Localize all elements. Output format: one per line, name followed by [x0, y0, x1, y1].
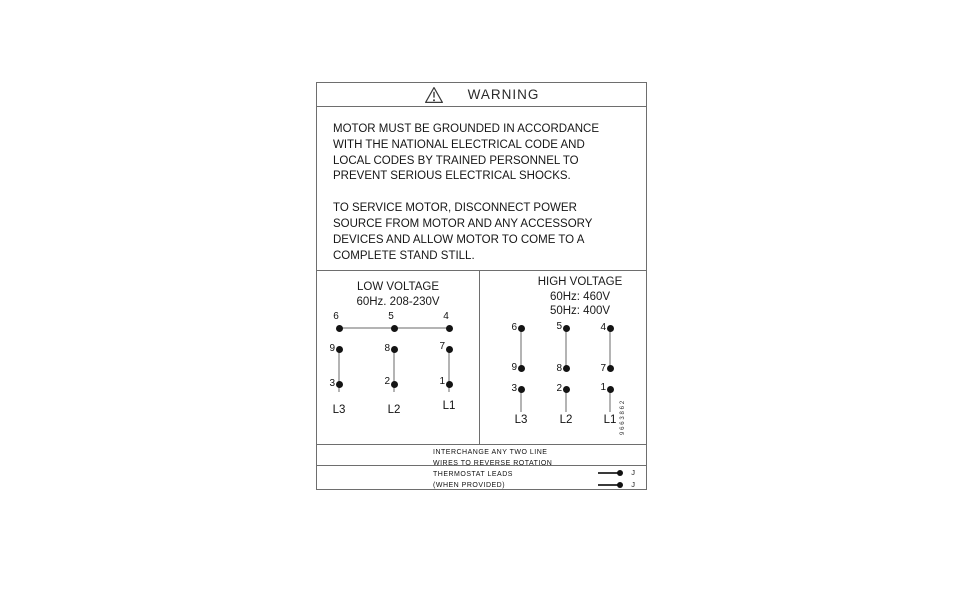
high-terminal-3-dot — [518, 386, 525, 393]
high-voltage-panel — [479, 271, 646, 444]
low-terminal-1-dot — [446, 381, 453, 388]
part-number: 9663862 — [620, 399, 626, 435]
notice-line: TO SERVICE MOTOR, DISCONNECT POWER — [333, 202, 577, 215]
high-terminal-5-label: 5 — [556, 321, 562, 332]
notice-line: PREVENT SERIOUS ELECTRICAL SHOCKS. — [333, 170, 571, 183]
notice-line: DEVICES AND ALLOW MOTOR TO COME TO A — [333, 233, 585, 246]
low-terminal-8-dot — [391, 346, 398, 353]
low-terminal-7-label: 7 — [439, 341, 445, 352]
high-voltage-title: HIGH VOLTAGE — [537, 276, 623, 288]
notice-line: SOURCE FROM MOTOR AND ANY ACCESSORY — [333, 217, 593, 230]
high-voltage-rating-60hz: 60Hz: 460V — [549, 291, 611, 303]
low-voltage-title: LOW VOLTAGE — [356, 281, 439, 293]
low-terminal-1-label: 1 — [439, 376, 445, 387]
lead-terminal-dot — [617, 470, 623, 476]
low-terminal-3-dot — [336, 381, 343, 388]
thermostat-leads-note — [317, 465, 646, 487]
low-terminal-5-label: 5 — [388, 311, 394, 322]
low-voltage-rating: 60Hz. 208-230V — [356, 296, 440, 308]
high-line-l1-label: L1 — [603, 414, 617, 426]
high-terminal-1-label: 1 — [600, 382, 606, 393]
notice-line: LOCAL CODES BY TRAINED PERSONNEL TO — [333, 154, 579, 167]
high-terminal-6-label: 6 — [511, 322, 517, 333]
low-terminal-7-dot — [446, 346, 453, 353]
high-terminal-4-label: 4 — [600, 322, 606, 333]
low-terminal-2-label: 2 — [384, 376, 390, 387]
low-line-l3-label: L3 — [332, 404, 346, 416]
low-terminal-3-label: 3 — [329, 378, 335, 389]
high-terminal-3-label: 3 — [511, 383, 517, 394]
low-terminal-6-label: 6 — [333, 311, 339, 322]
lead-wire — [598, 484, 618, 486]
high-terminal-2-dot — [563, 386, 570, 393]
reverse-rotation-note — [317, 444, 646, 465]
thermostat-line1: THERMOSTAT LEADS — [433, 471, 513, 478]
high-terminal-7-dot — [607, 365, 614, 372]
motor-warning-label — [316, 82, 647, 490]
low-terminal-9-dot — [336, 346, 343, 353]
high-terminal-7-label: 7 — [600, 363, 606, 374]
low-terminal-6-dot — [336, 325, 343, 332]
notice-line: MOTOR MUST BE GROUNDED IN ACCORDANCE — [333, 123, 600, 135]
high-wire-5-8 — [565, 328, 567, 368]
warning-title: WARNING — [467, 87, 540, 102]
low-line-l1-label: L1 — [442, 400, 456, 412]
high-terminal-8-label: 8 — [556, 363, 562, 374]
notice-line: WITH THE NATIONAL ELECTRICAL CODE AND — [333, 138, 585, 151]
high-terminal-9-dot — [518, 365, 525, 372]
low-terminal-4-label: 4 — [443, 311, 449, 322]
service-paragraph — [333, 201, 638, 264]
low-voltage-panel — [317, 271, 479, 444]
grounding-paragraph — [333, 122, 638, 185]
lead-j-label: J — [631, 468, 635, 477]
low-terminal-9-label: 9 — [329, 343, 335, 354]
low-terminal-4-dot — [446, 325, 453, 332]
high-wire-4-7 — [609, 328, 611, 368]
reverse-note-line2: WIRES TO REVERSE ROTATION — [433, 459, 553, 467]
warning-triangle-icon — [424, 86, 444, 104]
thermostat-lead-symbol-top — [598, 469, 635, 476]
lead-terminal-dot — [617, 482, 623, 488]
wiring-diagrams — [317, 270, 646, 444]
high-terminal-2-label: 2 — [556, 383, 562, 394]
high-wire-6-9 — [520, 328, 522, 368]
high-terminal-4-dot — [607, 325, 614, 332]
warning-header — [317, 83, 646, 107]
high-line-l2-label: L2 — [559, 414, 573, 426]
lead-j-label: J — [631, 480, 635, 489]
high-terminal-9-label: 9 — [511, 362, 517, 373]
low-terminal-5-dot — [391, 325, 398, 332]
high-terminal-1-dot — [607, 386, 614, 393]
low-terminal-2-dot — [391, 381, 398, 388]
reverse-note-line1: INTERCHANGE ANY TWO LINE — [433, 449, 548, 456]
safety-notice — [317, 107, 646, 270]
high-terminal-5-dot — [563, 325, 570, 332]
high-voltage-rating-50hz: 50Hz: 400V — [549, 305, 611, 317]
lead-wire — [598, 472, 618, 474]
high-line-l3-label: L3 — [514, 414, 528, 426]
notice-line: COMPLETE STAND STILL. — [333, 249, 475, 262]
high-terminal-6-dot — [518, 325, 525, 332]
thermostat-line2: (WHEN PROVIDED) — [433, 482, 506, 489]
high-terminal-8-dot — [563, 365, 570, 372]
low-terminal-8-label: 8 — [384, 343, 390, 354]
thermostat-lead-symbol-bottom — [598, 481, 635, 488]
low-line-l2-label: L2 — [387, 404, 401, 416]
